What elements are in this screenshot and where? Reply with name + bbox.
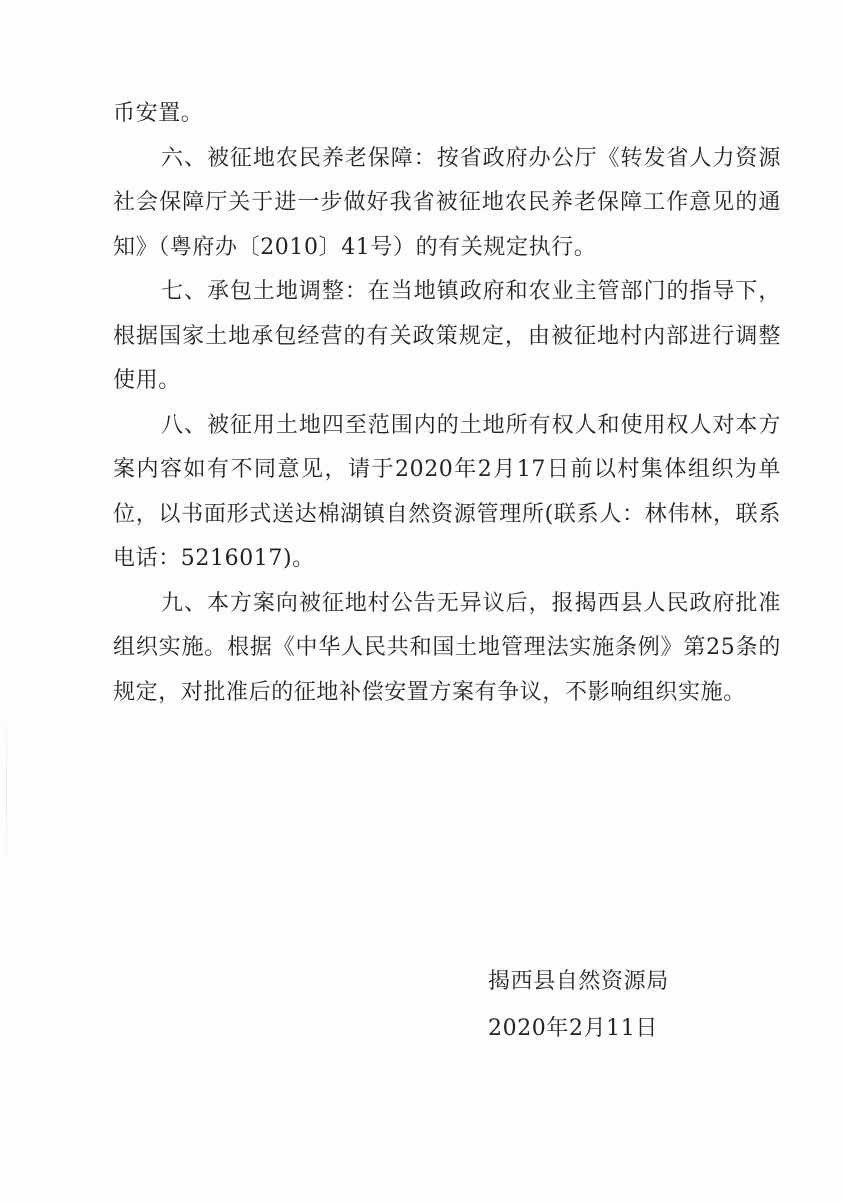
paragraph-item-7-land-adjustment: 七、承包土地调整：在当地镇政府和农业主管部门的指导下，根据国家土地承包经营的有关政策规定，由被征地村内部进行调整使用。 [113, 279, 781, 393]
paragraph-continuation: 币安置。 [113, 101, 204, 126]
issuer-name: 揭西县自然资源局 [488, 969, 669, 994]
paragraph-item-6-pension: 六、被征地农民养老保障：按省政府办公厅《转发省人力资源社会保障厅关于进一步做好我省被征地农民养老保障工作意见的通知》（粤府办〔2010〕41号）的有关规定执行。 [113, 145, 781, 260]
document-body [113, 92, 781, 715]
scan-artifact [6, 700, 7, 880]
signature-block [488, 960, 669, 1051]
issue-date: 2020年2月11日 [488, 1016, 658, 1041]
paragraph-item-8-objections: 八、被征用土地四至范围内的土地所有权人和使用权人对本方案内容如有不同意见，请于2020年2月17日前以村集体组织为单位，以书面形式送达棉湖镇自然资源管理所(联系人：林伟林，联系电话：5216017)。 [113, 412, 781, 571]
paragraph-item-9-implementation: 九、本方案向被征地村公告无异议后，报揭西县人民政府批准组织实施。根据《中华人民共和国土地管理法实施条例》第25条的规定，对批准后的征地补偿安置方案有争议，不影响组织实施。 [113, 590, 781, 705]
